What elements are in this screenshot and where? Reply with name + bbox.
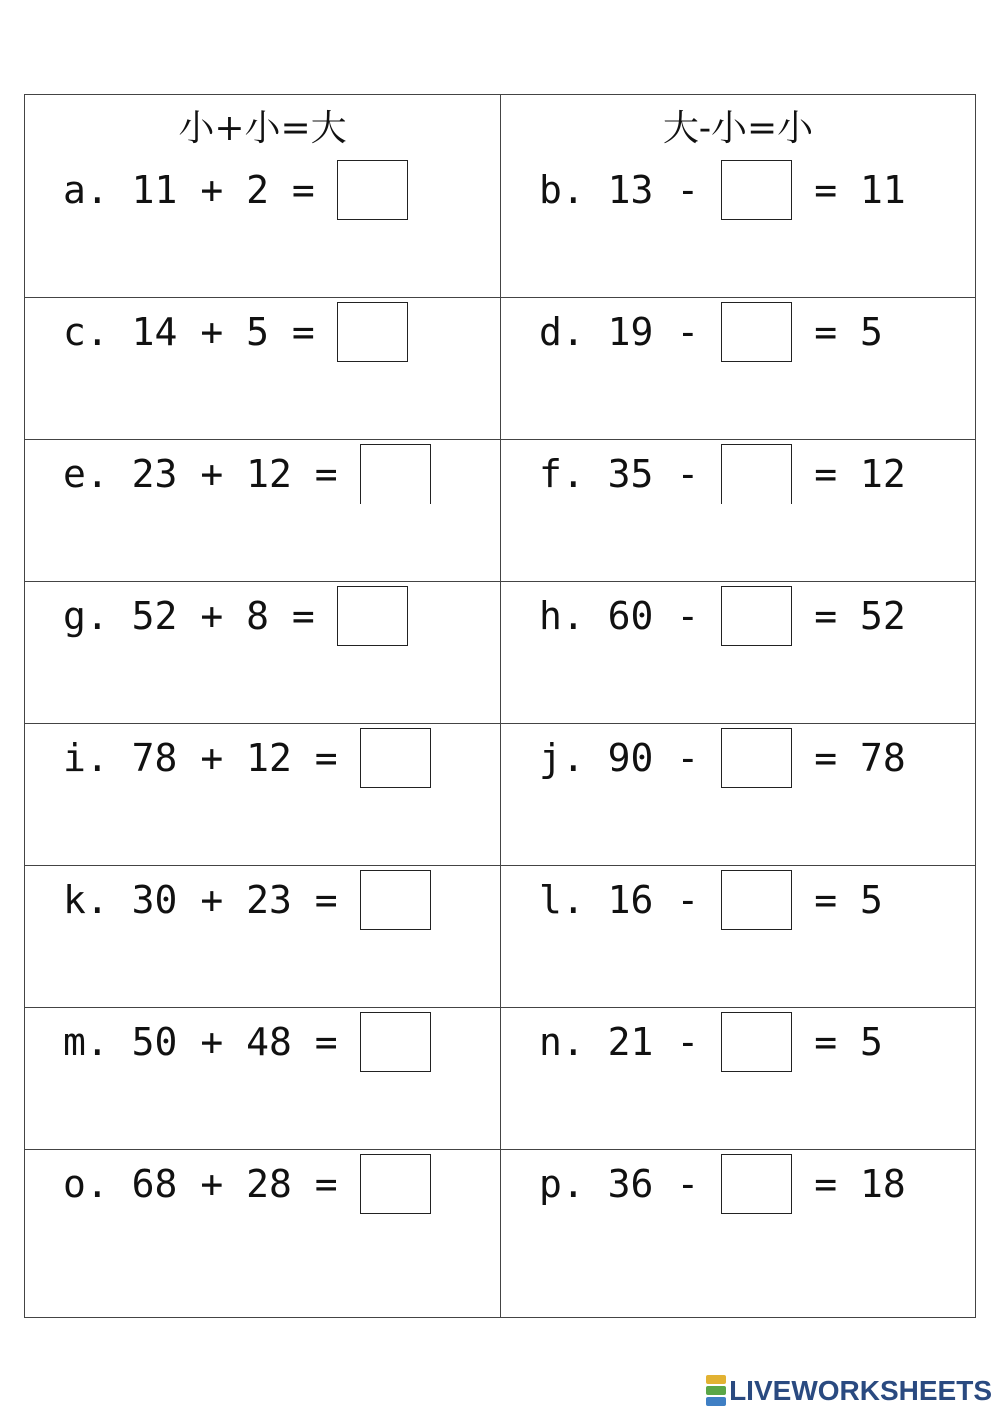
question-row [25, 1149, 975, 1317]
addend-a: 78 [131, 736, 178, 780]
addition-equation [63, 1153, 453, 1215]
addend-a: 68 [131, 1162, 178, 1206]
minuend: 60 [607, 594, 654, 638]
addition-equation [63, 727, 453, 789]
worksheet-table [24, 94, 976, 1318]
equals-sign: = [814, 878, 838, 922]
plus-sign: + [200, 878, 224, 922]
minus-sign: - [676, 736, 700, 780]
question-label: f. [539, 452, 585, 496]
question-label: k. [63, 878, 109, 922]
answer-input[interactable] [721, 444, 792, 504]
subtraction-cell [500, 440, 975, 581]
answer-input[interactable] [360, 728, 431, 788]
question-label: j. [539, 736, 585, 780]
header-subtraction: 大-小=小 [500, 95, 975, 156]
subtraction-cell [500, 1150, 975, 1317]
question-label: l. [539, 878, 585, 922]
equals-sign: = [314, 878, 338, 922]
difference: 18 [859, 1162, 906, 1206]
question-row [25, 1007, 975, 1149]
question-label: e. [63, 452, 109, 496]
question-label: m. [63, 1020, 109, 1064]
equals-sign: = [314, 736, 338, 780]
question-row [25, 723, 975, 865]
minus-sign: - [676, 878, 700, 922]
equals-sign: = [314, 1162, 338, 1206]
addition-cell [25, 1008, 500, 1149]
plus-sign: + [200, 1020, 224, 1064]
addition-cell [25, 1150, 500, 1317]
question-label: p. [539, 1162, 585, 1206]
equals-sign: = [814, 1162, 838, 1206]
question-label: c. [63, 310, 109, 354]
addend-a: 14 [131, 310, 178, 354]
answer-input[interactable] [721, 1012, 792, 1072]
question-label: n. [539, 1020, 585, 1064]
subtraction-cell [500, 582, 975, 723]
addition-equation [63, 585, 430, 647]
answer-input[interactable] [360, 870, 431, 930]
answer-input[interactable] [721, 1154, 792, 1214]
question-row [25, 439, 975, 581]
minus-sign: - [676, 310, 700, 354]
answer-input[interactable] [360, 1012, 431, 1072]
difference: 52 [859, 594, 906, 638]
difference: 78 [859, 736, 906, 780]
equals-sign: = [291, 594, 315, 638]
answer-input[interactable] [721, 302, 792, 362]
question-label: i. [63, 736, 109, 780]
addition-equation [63, 869, 453, 931]
addition-equation [63, 159, 430, 221]
addend-b: 12 [246, 452, 292, 496]
answer-input[interactable] [337, 160, 408, 220]
subtraction-equation [539, 443, 906, 505]
addend-a: 11 [131, 168, 178, 212]
minus-sign: - [676, 1020, 700, 1064]
minuend: 36 [607, 1162, 654, 1206]
logo-bar [706, 1397, 726, 1406]
subtraction-equation [539, 301, 883, 363]
subtraction-equation [539, 585, 906, 647]
equals-sign: = [814, 310, 838, 354]
addition-cell [25, 724, 500, 865]
plus-sign: + [200, 736, 224, 780]
question-label: g. [63, 594, 109, 638]
addition-cell [25, 156, 500, 297]
addend-b: 48 [246, 1020, 292, 1064]
addition-equation [63, 301, 430, 363]
question-row [25, 297, 975, 439]
answer-input[interactable] [360, 1154, 431, 1214]
addition-cell [25, 582, 500, 723]
minuend: 21 [607, 1020, 654, 1064]
addend-b: 28 [246, 1162, 292, 1206]
addend-b: 2 [246, 168, 269, 212]
plus-sign: + [200, 1162, 224, 1206]
subtraction-cell [500, 724, 975, 865]
subtraction-cell [500, 1008, 975, 1149]
liveworksheets-logo [706, 1374, 992, 1407]
plus-sign: + [200, 310, 224, 354]
difference: 5 [859, 310, 883, 354]
minuend: 90 [607, 736, 654, 780]
addition-equation [63, 1011, 453, 1073]
equals-sign: = [314, 452, 338, 496]
addend-a: 52 [131, 594, 178, 638]
addition-cell [25, 440, 500, 581]
addition-cell [25, 298, 500, 439]
subtraction-equation [539, 727, 906, 789]
question-row [25, 156, 975, 297]
minus-sign: - [676, 168, 700, 212]
question-label: h. [539, 594, 585, 638]
addend-b: 23 [246, 878, 292, 922]
equals-sign: = [291, 168, 315, 212]
subtraction-equation [539, 869, 883, 931]
answer-input[interactable] [337, 586, 408, 646]
equals-sign: = [814, 736, 838, 780]
question-row [25, 865, 975, 1007]
brand-text: LIVEWORKSHEETS [729, 1374, 992, 1406]
equals-sign: = [814, 452, 838, 496]
equals-sign: = [314, 1020, 338, 1064]
question-label: b. [539, 168, 585, 212]
question-label: o. [63, 1162, 109, 1206]
subtraction-cell [500, 866, 975, 1007]
equals-sign: = [814, 594, 838, 638]
minuend: 13 [607, 168, 654, 212]
equals-sign: = [291, 310, 315, 354]
minus-sign: - [676, 452, 700, 496]
difference: 11 [859, 168, 906, 212]
minuend: 16 [607, 878, 654, 922]
answer-input[interactable] [360, 444, 431, 504]
answer-input[interactable] [721, 870, 792, 930]
equals-sign: = [814, 168, 838, 212]
addition-equation [63, 443, 453, 505]
subtraction-equation [539, 1011, 883, 1073]
subtraction-equation [539, 159, 906, 221]
minus-sign: - [676, 1162, 700, 1206]
minuend: 19 [607, 310, 654, 354]
subtraction-cell [500, 298, 975, 439]
subtraction-cell [500, 156, 975, 297]
question-row [25, 581, 975, 723]
answer-input[interactable] [721, 586, 792, 646]
difference: 5 [859, 1020, 883, 1064]
plus-sign: + [200, 168, 224, 212]
addend-a: 50 [131, 1020, 178, 1064]
answer-input[interactable] [337, 302, 408, 362]
difference: 12 [859, 452, 906, 496]
plus-sign: + [200, 452, 224, 496]
equals-sign: = [814, 1020, 838, 1064]
logo-icon [706, 1374, 726, 1407]
header-row [25, 95, 975, 156]
difference: 5 [859, 878, 883, 922]
answer-input[interactable] [721, 728, 792, 788]
addend-a: 30 [131, 878, 178, 922]
question-label: a. [63, 168, 109, 212]
logo-bar [706, 1375, 726, 1384]
addend-b: 12 [246, 736, 292, 780]
addend-a: 23 [131, 452, 178, 496]
addend-b: 8 [246, 594, 269, 638]
addition-cell [25, 866, 500, 1007]
minus-sign: - [676, 594, 700, 638]
answer-input[interactable] [721, 160, 792, 220]
header-addition: 小+小=大 [178, 108, 347, 149]
question-label: d. [539, 310, 585, 354]
subtraction-equation [539, 1153, 906, 1215]
minuend: 35 [607, 452, 654, 496]
logo-bar [706, 1386, 726, 1395]
addend-b: 5 [246, 310, 269, 354]
plus-sign: + [200, 594, 224, 638]
